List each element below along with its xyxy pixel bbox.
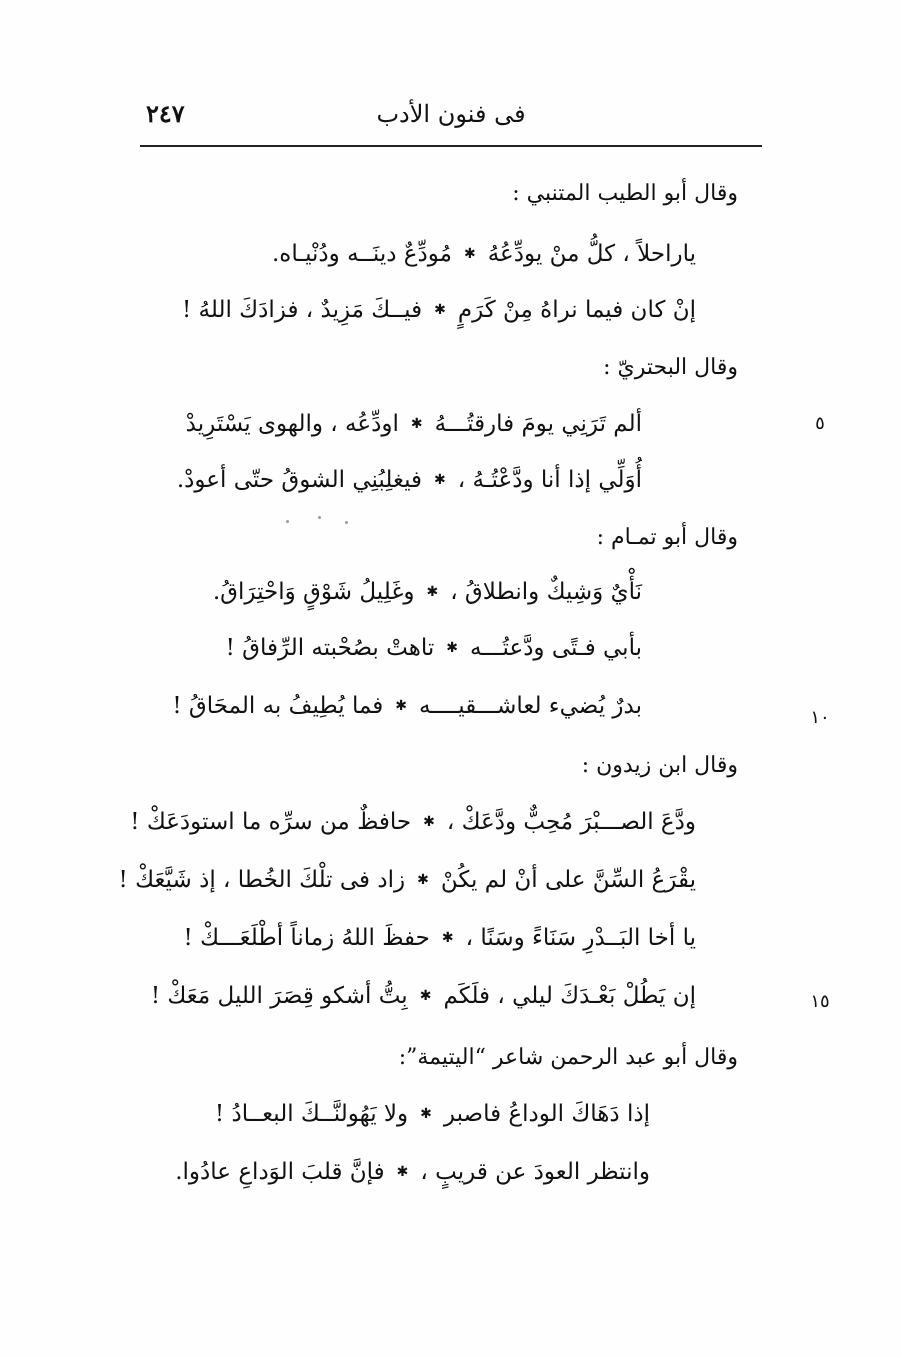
verse-separator-star-icon: ✱ <box>446 640 458 656</box>
verse-first-hemistich: ألم تَرَنِي يومَ فارقتُـــهُ <box>434 411 642 437</box>
verse <box>150 974 696 1018</box>
print-speck <box>318 516 321 519</box>
verse-line <box>140 974 762 1018</box>
verse-separator-star-icon: ✱ <box>417 872 429 888</box>
verse-separator-star-icon: ✱ <box>434 302 446 318</box>
verse <box>196 232 696 276</box>
verse-second-hemistich: فيــكَ مَزِيدٌ ، فزادَكَ اللهُ ! <box>181 297 423 323</box>
print-speck <box>345 521 348 524</box>
page-number: ٢٤٧ <box>146 99 185 128</box>
running-title: فى فنون الأدب <box>376 100 526 128</box>
verse-separator-star-icon: ✱ <box>426 584 439 600</box>
verse-second-hemistich: حفظَ اللهُ زماناً أطْلَعَـــكْ ! <box>183 925 430 951</box>
verse-separator-star-icon: ✱ <box>423 814 435 830</box>
verse-separator-star-icon: ✱ <box>419 988 432 1004</box>
verse <box>185 402 642 446</box>
poet-attribution: وقال ابن زيدون : <box>581 753 738 778</box>
verse-line <box>140 402 762 446</box>
verse-line <box>140 570 762 614</box>
print-speck <box>286 520 289 523</box>
verse <box>202 570 642 614</box>
verse-line <box>130 800 762 844</box>
verse-second-hemistich: مُودِّعٌ دينَــه ودُنْيـاه. <box>271 241 452 267</box>
verse-second-hemistich: ولا يَهُولنَّــكَ البعــادُ ! <box>214 1101 409 1127</box>
verse-second-hemistich: فيغلِبُنِي الشوقُ حتّى أعودْ. <box>176 467 423 493</box>
verse-first-hemistich: أُوَلِّي إذا أنا ودَّعْتُـهُ ، <box>457 467 642 493</box>
verse <box>176 458 642 502</box>
margin-line-number: ٥ <box>815 413 825 434</box>
verse-separator-star-icon: ✱ <box>396 1164 409 1180</box>
verse <box>175 1150 650 1194</box>
verse <box>130 800 696 844</box>
verse-separator-star-icon: ✱ <box>463 246 476 262</box>
margin-line-number: ١٥ <box>810 991 830 1012</box>
margin-line-number: ١٠ <box>810 707 830 728</box>
verse-first-hemistich: إن يَطُلْ بَعْـدَكَ ليلي ، فلَكَم <box>443 983 696 1009</box>
verse-separator-star-icon: ✱ <box>395 698 407 714</box>
section-attribution <box>140 516 762 560</box>
poet-attribution: وقال أبو عبد الرحمن شاعر “اليتيمة”: <box>398 1045 738 1070</box>
verse-second-hemistich: فما يُطِيفُ به المحَاقُ ! <box>172 693 384 719</box>
running-header <box>140 96 762 136</box>
verse-first-hemistich: ودَّعَ الصـــبْرَ مُحِبٌّ ودَّعَكْ ، <box>446 809 696 835</box>
verse-first-hemistich: إنْ كان فيما نراهُ مِنْ كَرَمٍ <box>457 297 696 323</box>
verse-line <box>140 232 762 276</box>
verse <box>202 626 642 670</box>
verse-line <box>140 1092 762 1136</box>
verse-line <box>140 288 762 332</box>
verse-second-hemistich: بِتُّ أشكو قِصَرَ الليل مَعَكْ ! <box>150 983 408 1009</box>
verse-first-hemistich: يقْرَعُ السِّنَّ على أنْ لم يكُنْ <box>440 867 696 893</box>
poet-attribution: وقال البحتريّ : <box>603 355 738 380</box>
verse-line <box>140 458 762 502</box>
verse-line <box>118 858 762 902</box>
verse-line <box>140 916 762 960</box>
verse <box>181 288 696 332</box>
verse-first-hemistich: يا أخا البَــدْرِ سَنَاءً وسَنًا ، <box>465 925 696 951</box>
verse-first-hemistich: نَأْيٌ وَشِيكٌ وانطلاقُ ، <box>450 579 642 605</box>
section-attribution <box>140 346 762 390</box>
verse-line <box>140 1150 762 1194</box>
verse-second-hemistich: زاد فى تلْكَ الخُطا ، إذ شَيَّعَكْ ! <box>118 867 406 893</box>
verse-separator-star-icon: ✱ <box>434 472 446 488</box>
verse-separator-star-icon: ✱ <box>441 930 454 946</box>
verse-separator-star-icon: ✱ <box>410 416 423 432</box>
verse-line <box>140 684 762 728</box>
verse-separator-star-icon: ✱ <box>420 1106 432 1122</box>
verse-second-hemistich: فإنَّ قلبَ الوَداعِ عادُوا. <box>175 1159 385 1185</box>
verse-second-hemistich: حافظٌ من سرِّه ما استودَعَكْ ! <box>130 809 412 835</box>
section-attribution <box>140 172 762 216</box>
verse <box>118 858 696 902</box>
verse <box>172 684 642 728</box>
section-attribution <box>140 744 762 788</box>
verse-second-hemistich: اودِّعُه ، والهوى يَسْتَرِيدْ <box>185 411 399 437</box>
verse-first-hemistich: بدرٌ يُضيء لعاشـــقيــــه <box>419 693 642 719</box>
verse-first-hemistich: بأبي فـتًى ودَّعتُـــه <box>469 635 642 661</box>
verse-second-hemistich: وغَلِيلُ شَوْقٍ وَاحْتِرَاقُ. <box>212 579 415 605</box>
header-rule <box>140 145 762 147</box>
verse <box>214 1092 650 1136</box>
verse <box>183 916 696 960</box>
verse-first-hemistich: إذا دَهَاكَ الوداعُ فاصبر <box>443 1101 650 1127</box>
poet-attribution: وقال أبو تمـام : <box>596 525 738 550</box>
verse-first-hemistich: وانتظر العودَ عن قريبٍ ، <box>420 1159 650 1185</box>
verse-first-hemistich: ياراحلاً ، كلُّ منْ يودِّعُهُ <box>487 241 696 267</box>
verse-second-hemistich: تاهتْ بصُحْبته الرِّفاقُ ! <box>225 635 435 661</box>
poet-attribution: وقال أبو الطيب المتنبي : <box>512 181 738 206</box>
verse-line <box>140 626 762 670</box>
section-attribution <box>140 1036 762 1080</box>
